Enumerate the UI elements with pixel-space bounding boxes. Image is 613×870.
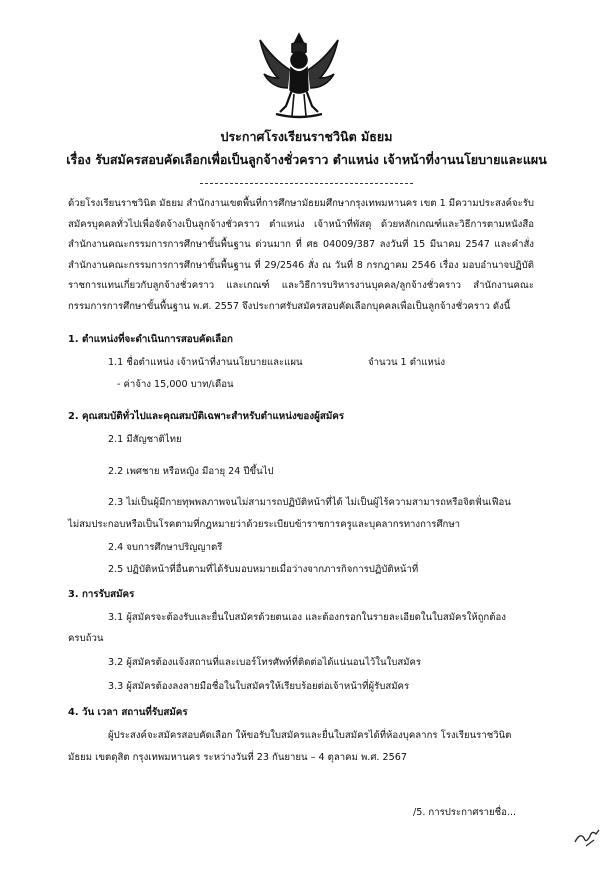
continuation-note: /5. การประกาศรายชื่อ... (413, 807, 517, 818)
list-item: 2.5 ปฏิบัติหน้าที่อื่นตามที่ได้รับมอบหมายเมื่อว่างจากภารกิจการปฏิบัติหน้าที่ (108, 564, 419, 575)
list-item: 2.1 มีสัญชาติไทย (108, 434, 182, 445)
list-item: 3.1 ผู้สมัครจะต้องรับและยื่นใบสมัครด้วยตนเอง และต้องกรอกในรายละเอียดในใบสมัครให้ถูกต้อง (108, 612, 506, 623)
intro-paragraph: ด้วยโรงเรียนราชวินิต มัธยม สำนักงานเขตพื้นที่การศึกษามัธยมศึกษากรุงเทพมหานคร เขต 1 มีความประสงค์จะรับสมัครบุคคลทั่วไปเพื่อจัดจ้างเป็นลูกจ้างชั่วคราว ตำแหน่ง เจ้าหน้าที่พัสดุ ด้วยหลักเกณฑ์และวิธีการตามหนังสือสำนักงานคณะกรรมการการศึกษาขั้นพื้นฐาน ด่วนมาก ที่ ศธ 04009/387 ลงวันที่ 15 มีนาคม 2547 และคำสั่งสำนักงานคณะกรรมการการศึกษาขั้นพื้นฐาน ที่ 29/2546 สั่ง ณ วันที่ 8 กรกฎาคม 2546 เรื่อง มอบอำนาจปฏิบัติราชการแทนเกี่ยวกับลูกจ้างชั่วคราว และเกณฑ์ และวิธีการบริหารงานบุคคล/ลูกจ้างชั่วคราว สำนักงานคณะกรรมการการศึกษาขั้นพื้นฐาน พ.ศ. 2557 จึงประกาศรับสมัครสอบคัดเลือกบุคคลเพื่อเป็นลูกจ้างชั่วคราว ดังนี้ (68, 198, 534, 312)
subject-line: เรื่อง รับสมัครสอบคัดเลือกเพื่อเป็นลูกจ้างชั่วคราว ตำแหน่ง เจ้าหน้าที่งานนโยบายและแผน (66, 152, 547, 167)
list-item: 3.3 ผู้สมัครต้องลงลายมือชื่อในใบสมัครให้เรียบร้อยต่อเจ้าหน้าที่ผู้รับสมัคร (108, 681, 410, 692)
section-4-heading: 4. วัน เวลา สถานที่รับสมัคร (68, 707, 188, 718)
garuda-emblem-icon (256, 30, 342, 122)
signature-icon (572, 826, 602, 848)
section-1-heading: 1. ตำแหน่งที่จะดำเนินการสอบคัดเลือก (68, 334, 233, 345)
position-name: 1.1 ชื่อตำแหน่ง เจ้าหน้าที่งานนโยบายและแผน (108, 357, 303, 368)
list-item-continued: ไม่สมประกอบหรือเป็นโรคตามที่กฎหมายว่าด้วยระเบียบข้าราชการครูและบุคลากรทางการศึกษา (68, 519, 461, 530)
list-item: 2.2 เพศชาย หรือหญิง มีอายุ 24 ปีขึ้นไป (108, 466, 274, 477)
title-divider (200, 183, 413, 184)
list-item: 2.4 จบการศึกษาปริญญาตรี (108, 542, 223, 553)
list-item: 2.3 ไม่เป็นผู้มีกายทุพพลภาพจนไม่สามารถปฏิบัติหน้าที่ได้ ไม่เป็นผู้ไร้ความสามารถหรือจิตฟั่นเฟือน (108, 497, 511, 508)
section-2-heading: 2. คุณสมบัติทั่วไปและคุณสมบัติเฉพาะสำหรับตำแหน่งของผู้สมัคร (68, 411, 345, 422)
section-3-heading: 3. การรับสมัคร (68, 589, 135, 600)
wage-line: - ค่าจ้าง 15,000 บาท/เดือน (117, 379, 234, 390)
position-quantity: จำนวน 1 ตำแหน่ง (368, 357, 446, 368)
list-item: 3.2 ผู้สมัครต้องแจ้งสถานที่และเบอร์โทรศัพท์ที่ติดต่อได้แน่นอนไว้ในใบสมัคร (108, 657, 422, 668)
application-details: ผู้ประสงค์จะสมัครสอบคัดเลือก ให้ขอรับใบสมัครและยื่นใบสมัครได้ที่ห้องบุคลากร โรงเรียนราชวินิต (108, 730, 512, 741)
list-item-continued: ครบถ้วน (68, 633, 104, 644)
page-title: ประกาศโรงเรียนราชวินิต มัธยม (220, 129, 393, 144)
application-details-continued: มัธยม เขตดุสิต กรุงเทพมหานคร ระหว่างวันที่ 23 กันยายน – 4 ตุลาคม พ.ศ. 2567 (68, 752, 407, 763)
